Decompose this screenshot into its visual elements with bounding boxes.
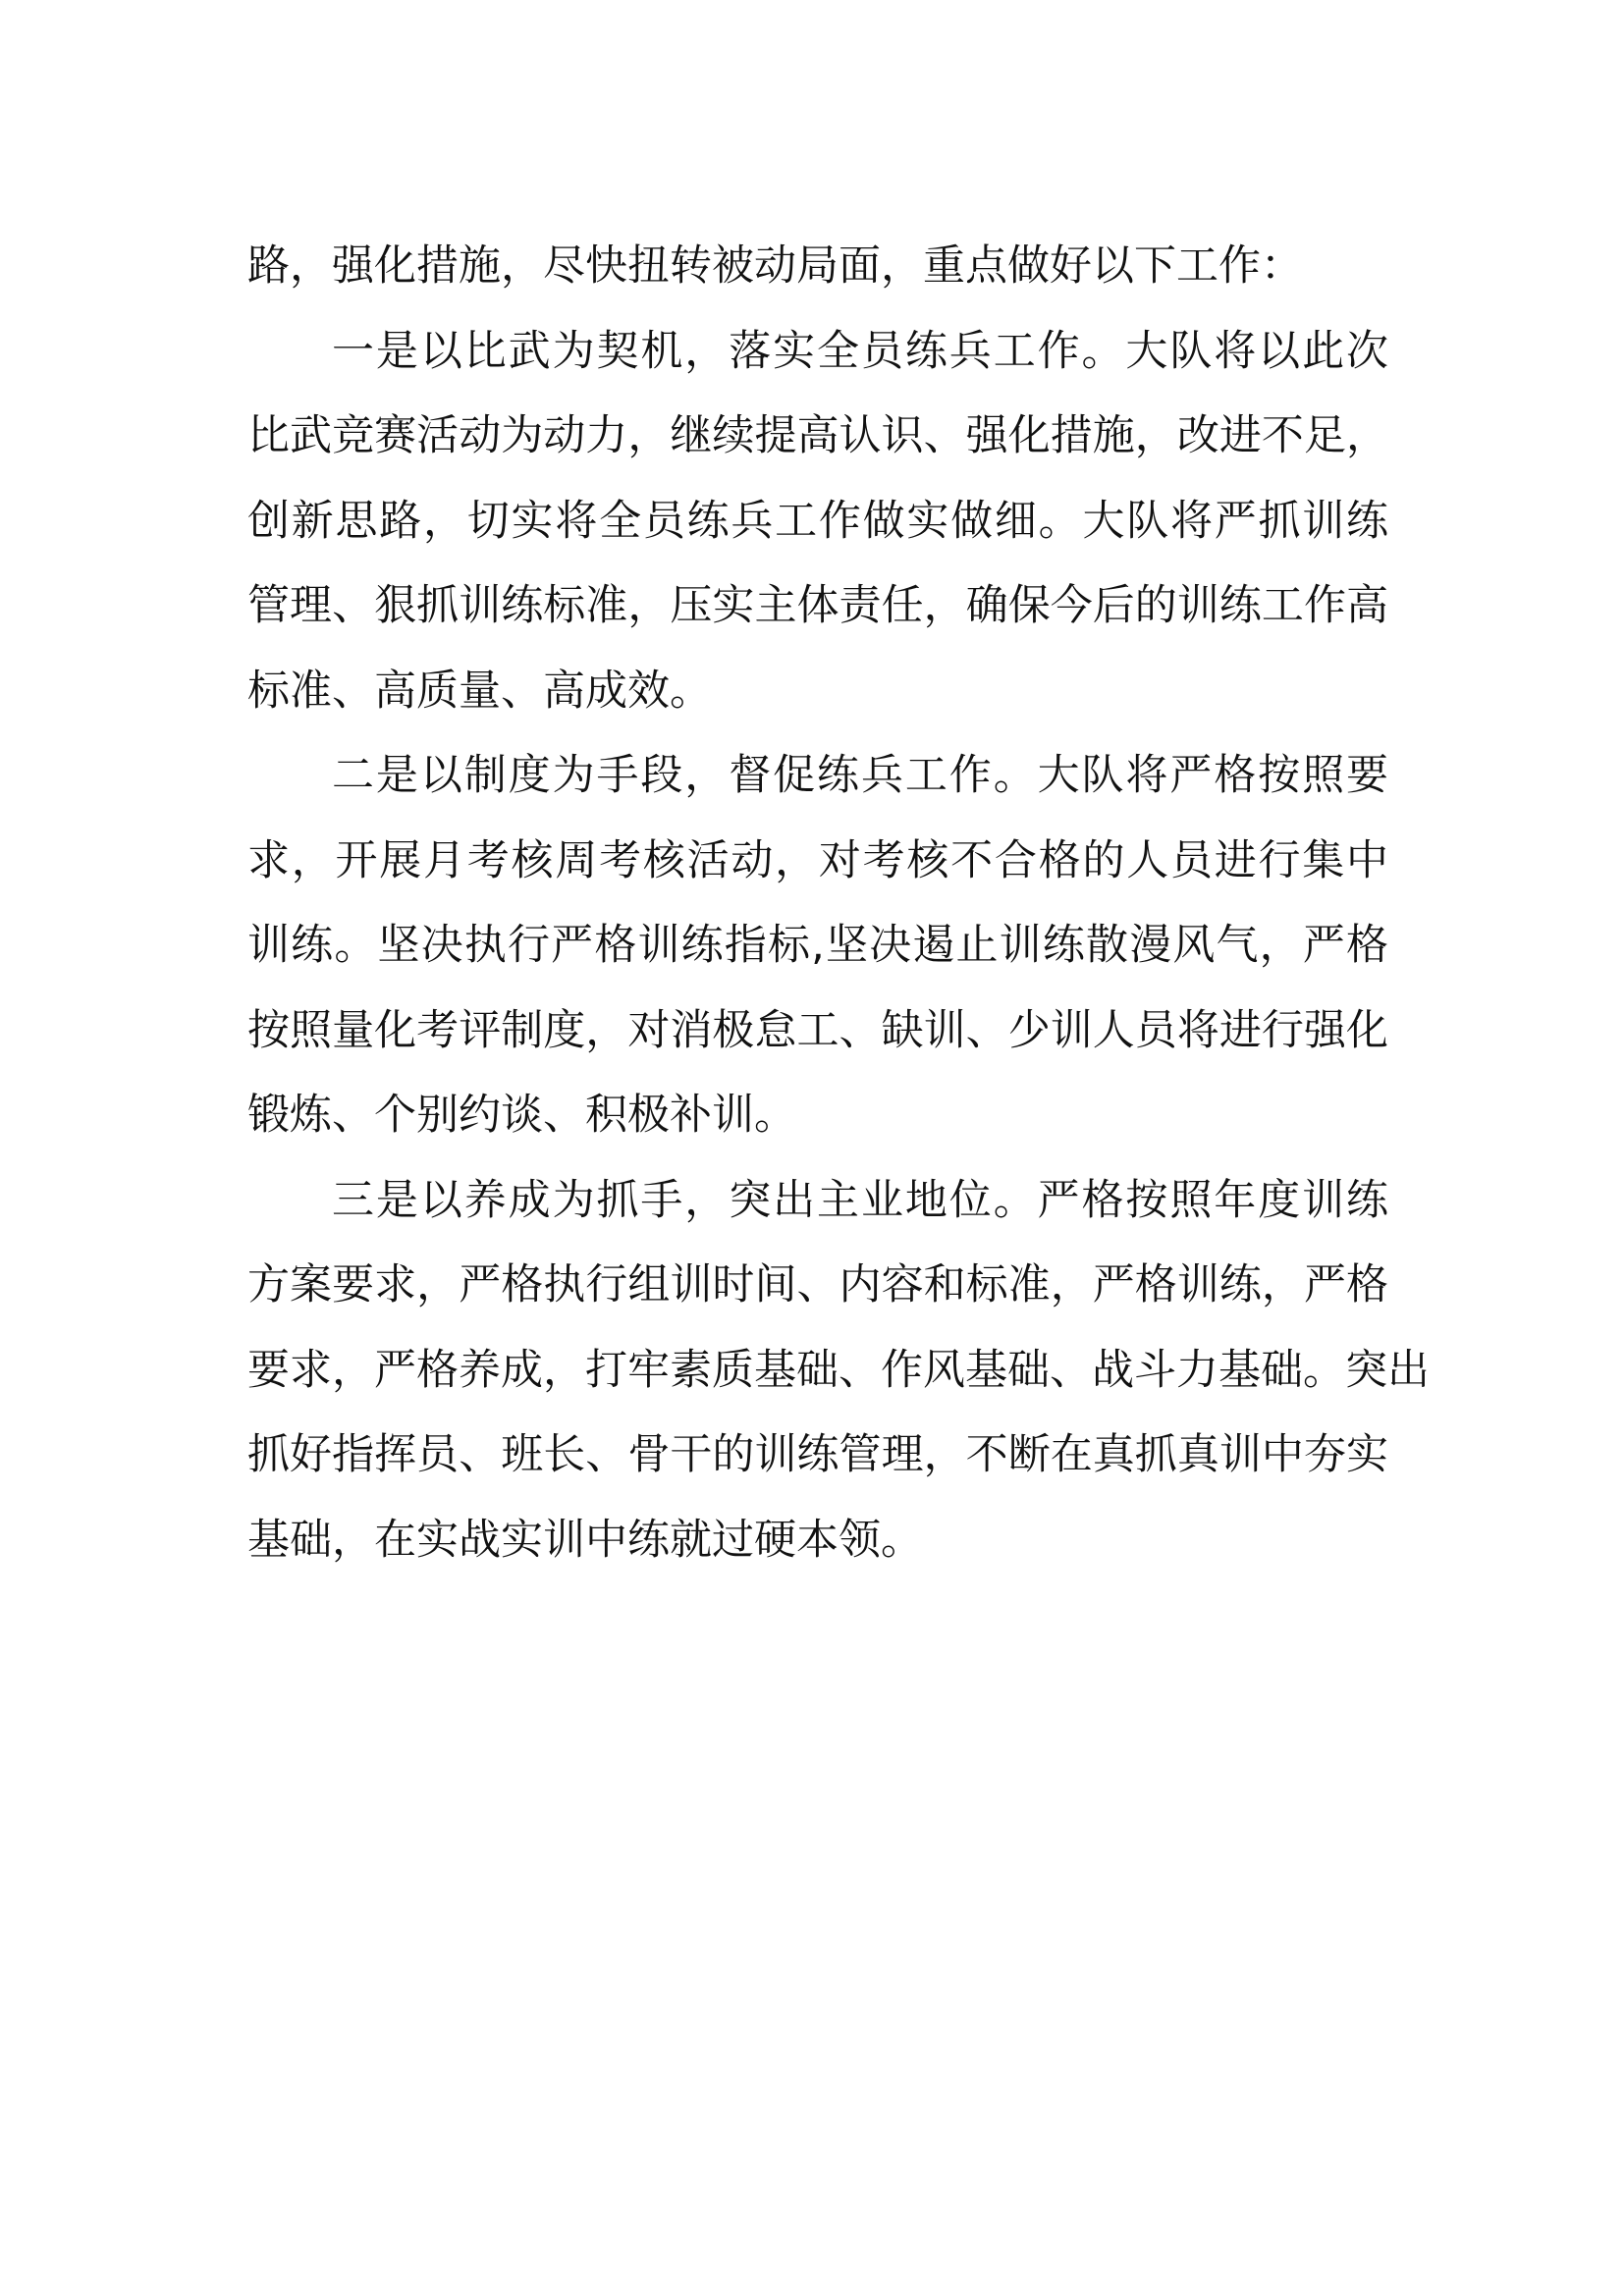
text-line: 三是以养成为抓手，突出主业地位。严格按照年度训练 (332, 1175, 1388, 1225)
text-line: 训练。坚决执行严格训练指标,坚决遏止训练散漫风气，严格 (247, 921, 1388, 970)
text-line: 抓好指挥员、班长、骨干的训练管理，不断在真抓真训中夯实 (247, 1430, 1388, 1479)
paragraph-point-two (247, 733, 1388, 1158)
text-line: 方案要求，严格执行组训时间、内容和标准，严格训练，严格 (247, 1260, 1388, 1309)
text-line: 管理、狠抓训练标准，压实主体责任，确保今后的训练工作高 (247, 581, 1388, 630)
text-line: 求，开展月考核周考核活动，对考核不合格的人员进行集中 (247, 835, 1388, 885)
paragraph-point-three (247, 1158, 1430, 1583)
text-line: 创新思路，切实将全员练兵工作做实做细。大队将严抓训练 (247, 496, 1388, 546)
text-line: 标准、高质量、高成效。 (247, 666, 712, 716)
text-line: 比武竞赛活动为动力，继续提高认识、强化措施，改进不足， (247, 411, 1388, 460)
paragraph-continuation (247, 224, 1388, 309)
text-line: 按照量化考评制度，对消极怠工、缺训、少训人员将进行强化 (247, 1005, 1388, 1055)
text-line: 要求，严格养成，打牢素质基础、作风基础、战斗力基础。突出 (247, 1345, 1430, 1395)
text-line: 二是以制度为手段，督促练兵工作。大队将严格按照要 (332, 751, 1388, 800)
text-line: 一是以比武为契机，落实全员练兵工作。大队将以此次 (332, 326, 1388, 376)
document-page (247, 224, 1430, 1582)
text-line: 路，强化措施，尽快扭转被动局面，重点做好以下工作： (247, 241, 1303, 291)
text-line: 锻炼、个别约谈、积极补训。 (247, 1091, 796, 1140)
paragraph-point-one (247, 309, 1388, 734)
text-line: 基础，在实战实训中练就过硬本领。 (247, 1515, 923, 1565)
